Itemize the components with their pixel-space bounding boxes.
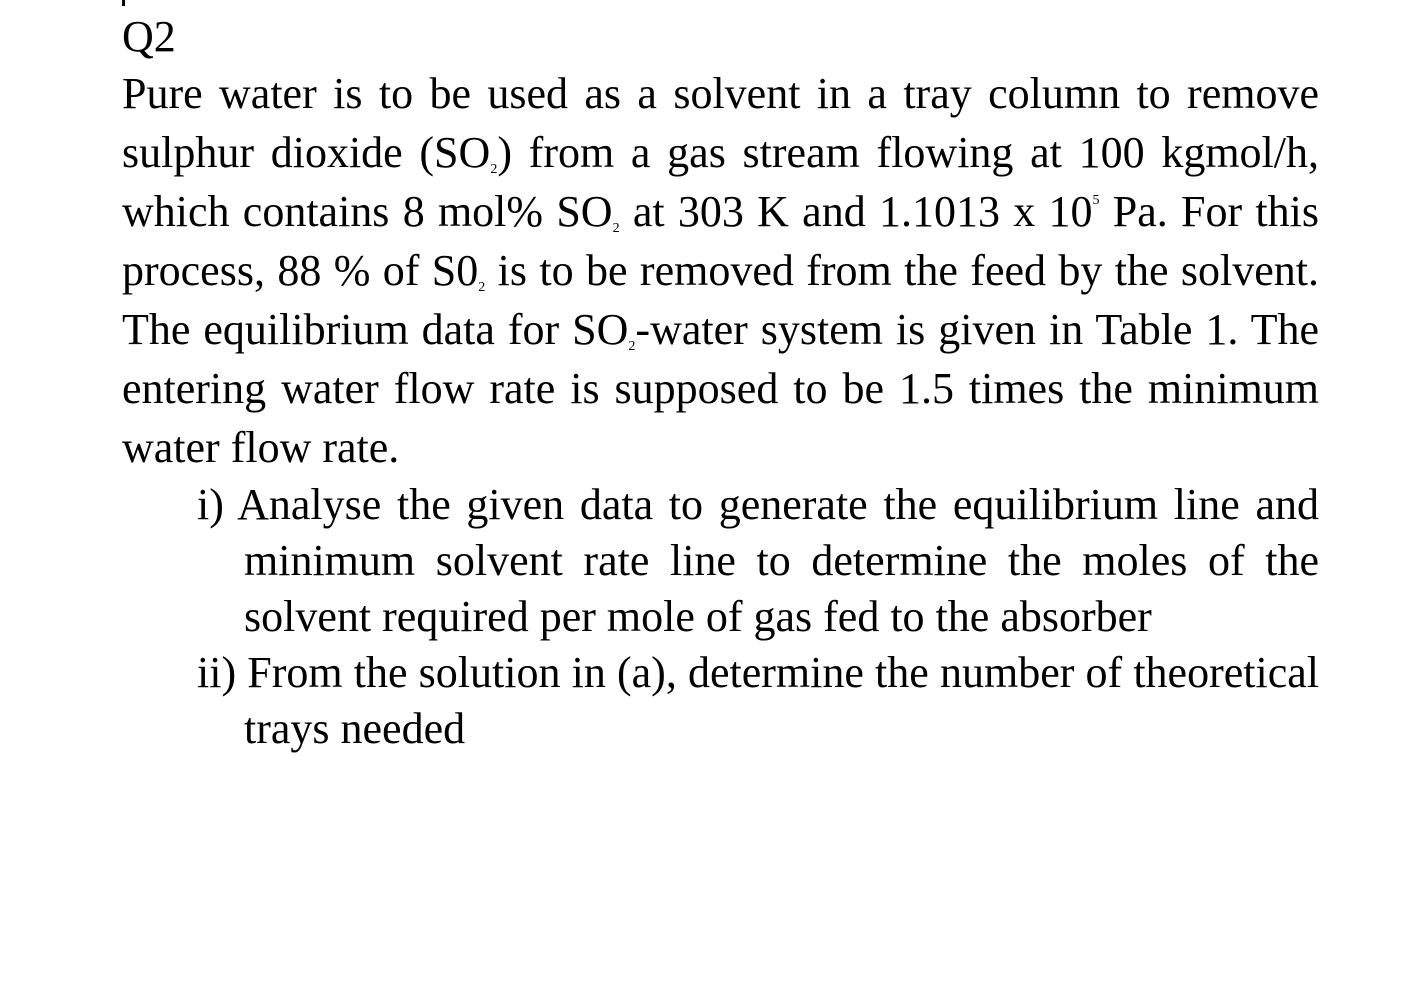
paragraph-text-6: -water system is given in Table 1. The entering water flow rate is supposed to be 1.5 times the minimum water flow rate.	[122, 305, 1320, 472]
superscript-5: 5	[1092, 193, 1100, 208]
question-part-i: i) Analyse the given data to generate the equilibrium line and minimum solvent rate line to determine the moles of the solvent required per mole of gas fed to the absorber	[197, 480, 1319, 641]
subscript-2: 2	[490, 162, 498, 177]
subscript-2: 2	[478, 280, 486, 295]
question-paragraph	[122, 64, 1319, 477]
paragraph-text-2: ) from a gas stream flowing at 100 kgmol/h, which contains 8 mol% SO	[122, 128, 1319, 236]
subscript-2: 2	[612, 221, 620, 236]
question-parts-list	[122, 477, 1319, 757]
page-edge-mark	[122, 0, 125, 6]
question-part-ii: ii) From the solution in (a), determine the number of theoretical trays needed	[197, 648, 1319, 753]
question-number: Q2	[122, 12, 176, 61]
paragraph-text-4: Pa. For this process, 88 % of S0	[122, 187, 1319, 295]
question-document	[122, 10, 1319, 757]
paragraph-text-1: Pure water is to be used as a solvent in a tray column to remove sulphur dioxide (SO	[122, 69, 1319, 177]
subscript-2: 2	[628, 339, 636, 354]
paragraph-text-5: is to be removed from the feed by the solvent. The equilibrium data for SO	[122, 246, 1320, 354]
paragraph-text-3: at 303 K and 1.1013 x 10	[619, 187, 1093, 236]
